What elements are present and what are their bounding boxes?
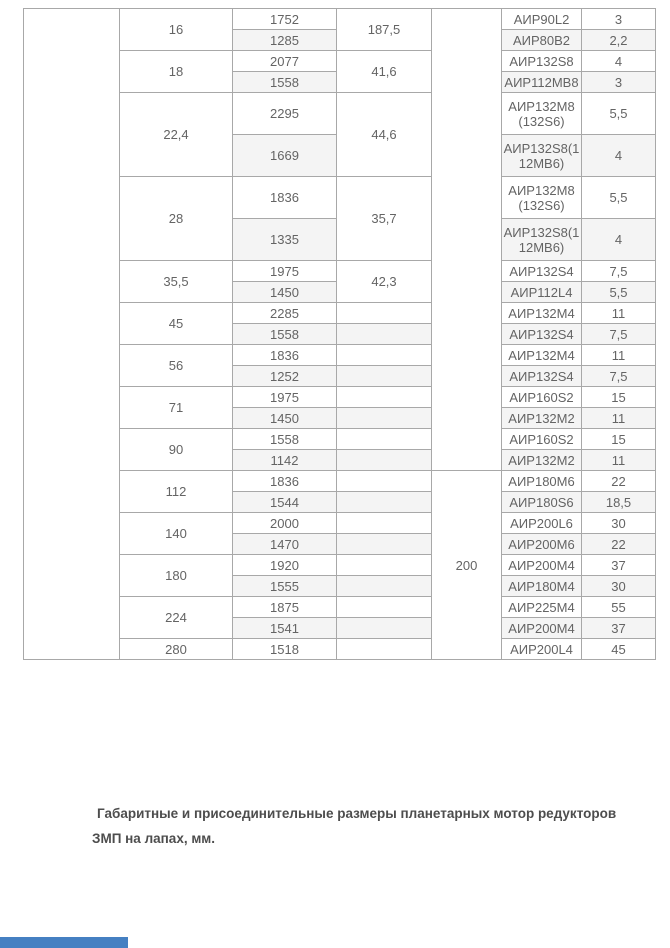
power-cell: 7,5 xyxy=(582,366,656,387)
value-cell: 1558 xyxy=(233,324,337,345)
caption-line-1: Габаритные и присоединительные размеры планетарных мотор редукторов xyxy=(97,805,617,821)
ratio-cell: 224 xyxy=(120,597,233,639)
caption-line-2: ЗМП на лапах, мм. xyxy=(92,830,216,846)
value-cell: 1541 xyxy=(233,618,337,639)
motor-cell: АИР200М6 xyxy=(502,534,582,555)
torque-cell xyxy=(337,324,432,345)
motor-cell: АИР132S8(112МВ6) xyxy=(502,135,582,177)
motor-cell: АИР132S4 xyxy=(502,324,582,345)
value-cell: 1920 xyxy=(233,555,337,576)
table-body xyxy=(24,9,656,660)
motor-cell: АИР112МВ8 xyxy=(502,72,582,93)
power-cell: 7,5 xyxy=(582,324,656,345)
torque-cell xyxy=(337,555,432,576)
torque-cell xyxy=(337,639,432,660)
motor-cell: АИР132М2 xyxy=(502,408,582,429)
value-cell: 1669 xyxy=(233,135,337,177)
motor-cell: АИР90L2 xyxy=(502,9,582,30)
motor-cell: АИР200М4 xyxy=(502,618,582,639)
power-cell: 55 xyxy=(582,597,656,618)
motor-cell: АИР132S8(112МВ6) xyxy=(502,219,582,261)
power-cell: 5,5 xyxy=(582,177,656,219)
motor-cell: АИР132М2 xyxy=(502,450,582,471)
value-cell: 2295 xyxy=(233,93,337,135)
power-cell: 37 xyxy=(582,555,656,576)
value-cell: 1335 xyxy=(233,219,337,261)
motor-cell: АИР200М4 xyxy=(502,555,582,576)
value-cell: 1558 xyxy=(233,429,337,450)
motor-cell: АИР132М4 xyxy=(502,303,582,324)
ratio-cell: 71 xyxy=(120,387,233,429)
value-cell: 1975 xyxy=(233,387,337,408)
torque-cell xyxy=(337,513,432,534)
value-cell: 1450 xyxy=(233,408,337,429)
value-cell: 1518 xyxy=(233,639,337,660)
power-cell: 4 xyxy=(582,219,656,261)
motor-cell: АИР132М4 xyxy=(502,345,582,366)
torque-cell xyxy=(337,366,432,387)
value-cell: 1836 xyxy=(233,177,337,219)
power-cell: 4 xyxy=(582,51,656,72)
power-cell: 30 xyxy=(582,576,656,597)
ratio-cell: 112 xyxy=(120,471,233,513)
power-cell: 15 xyxy=(582,429,656,450)
motor-cell: АИР200L4 xyxy=(502,639,582,660)
motor-cell: АИР160S2 xyxy=(502,387,582,408)
ratio-cell: 56 xyxy=(120,345,233,387)
power-cell: 5,5 xyxy=(582,282,656,303)
ratio-cell: 45 xyxy=(120,303,233,345)
motor-cell: АИР225М4 xyxy=(502,597,582,618)
power-cell: 37 xyxy=(582,618,656,639)
table-caption xyxy=(92,801,652,851)
power-cell: 7,5 xyxy=(582,261,656,282)
motor-cell: АИР132М8(132S6) xyxy=(502,177,582,219)
power-cell: 18,5 xyxy=(582,492,656,513)
power-cell: 11 xyxy=(582,450,656,471)
value-cell: 1252 xyxy=(233,366,337,387)
ratio-cell: 280 xyxy=(120,639,233,660)
value-cell: 1142 xyxy=(233,450,337,471)
value-cell: 2000 xyxy=(233,513,337,534)
value-cell: 1836 xyxy=(233,471,337,492)
torque-cell xyxy=(337,534,432,555)
value-cell: 1875 xyxy=(233,597,337,618)
torque-cell xyxy=(337,345,432,366)
value-cell: 1450 xyxy=(233,282,337,303)
torque-cell xyxy=(337,303,432,324)
power-cell: 22 xyxy=(582,534,656,555)
power-cell: 11 xyxy=(582,303,656,324)
value-cell: 1836 xyxy=(233,345,337,366)
motor-cell: АИР132S8 xyxy=(502,51,582,72)
torque-cell xyxy=(337,597,432,618)
value-cell: 1555 xyxy=(233,576,337,597)
dimensions-table-wrap xyxy=(23,8,656,660)
spacer-cell xyxy=(24,9,120,660)
ratio-cell: 28 xyxy=(120,177,233,261)
ratio-cell: 18 xyxy=(120,51,233,93)
ratio-cell: 22,4 xyxy=(120,93,233,177)
footer-bar xyxy=(0,937,128,948)
dimensions-table xyxy=(23,8,656,660)
ratio-cell: 35,5 xyxy=(120,261,233,303)
torque-cell: 42,3 xyxy=(337,261,432,303)
motor-cell: АИР132М8(132S6) xyxy=(502,93,582,135)
torque-cell: 35,7 xyxy=(337,177,432,261)
torque-cell: 44,6 xyxy=(337,93,432,177)
torque-cell xyxy=(337,618,432,639)
torque-cell xyxy=(337,408,432,429)
motor-cell: АИР200L6 xyxy=(502,513,582,534)
value-cell: 1558 xyxy=(233,72,337,93)
frame-size-cell: 200 xyxy=(432,471,502,660)
value-cell: 2285 xyxy=(233,303,337,324)
power-cell: 15 xyxy=(582,387,656,408)
torque-cell: 41,6 xyxy=(337,51,432,93)
torque-cell: 187,5 xyxy=(337,9,432,51)
torque-cell xyxy=(337,576,432,597)
power-cell: 2,2 xyxy=(582,30,656,51)
motor-cell: АИР180М6 xyxy=(502,471,582,492)
torque-cell xyxy=(337,492,432,513)
power-cell: 3 xyxy=(582,9,656,30)
power-cell: 22 xyxy=(582,471,656,492)
power-cell: 45 xyxy=(582,639,656,660)
power-cell: 11 xyxy=(582,345,656,366)
motor-cell: АИР112L4 xyxy=(502,282,582,303)
ratio-cell: 180 xyxy=(120,555,233,597)
torque-cell xyxy=(337,429,432,450)
ratio-cell: 90 xyxy=(120,429,233,471)
power-cell: 4 xyxy=(582,135,656,177)
power-cell: 30 xyxy=(582,513,656,534)
value-cell: 1285 xyxy=(233,30,337,51)
value-cell: 1470 xyxy=(233,534,337,555)
ratio-cell: 140 xyxy=(120,513,233,555)
motor-cell: АИР180М4 xyxy=(502,576,582,597)
motor-cell: АИР132S4 xyxy=(502,261,582,282)
value-cell: 1544 xyxy=(233,492,337,513)
ratio-cell: 16 xyxy=(120,9,233,51)
power-cell: 3 xyxy=(582,72,656,93)
torque-cell xyxy=(337,387,432,408)
motor-cell: АИР132S4 xyxy=(502,366,582,387)
motor-cell: АИР80В2 xyxy=(502,30,582,51)
motor-cell: АИР160S2 xyxy=(502,429,582,450)
power-cell: 5,5 xyxy=(582,93,656,135)
value-cell: 1752 xyxy=(233,9,337,30)
torque-cell xyxy=(337,450,432,471)
frame-size-cell xyxy=(432,9,502,471)
torque-cell xyxy=(337,471,432,492)
motor-cell: АИР180S6 xyxy=(502,492,582,513)
table-row xyxy=(24,9,656,30)
value-cell: 1975 xyxy=(233,261,337,282)
value-cell: 2077 xyxy=(233,51,337,72)
power-cell: 11 xyxy=(582,408,656,429)
